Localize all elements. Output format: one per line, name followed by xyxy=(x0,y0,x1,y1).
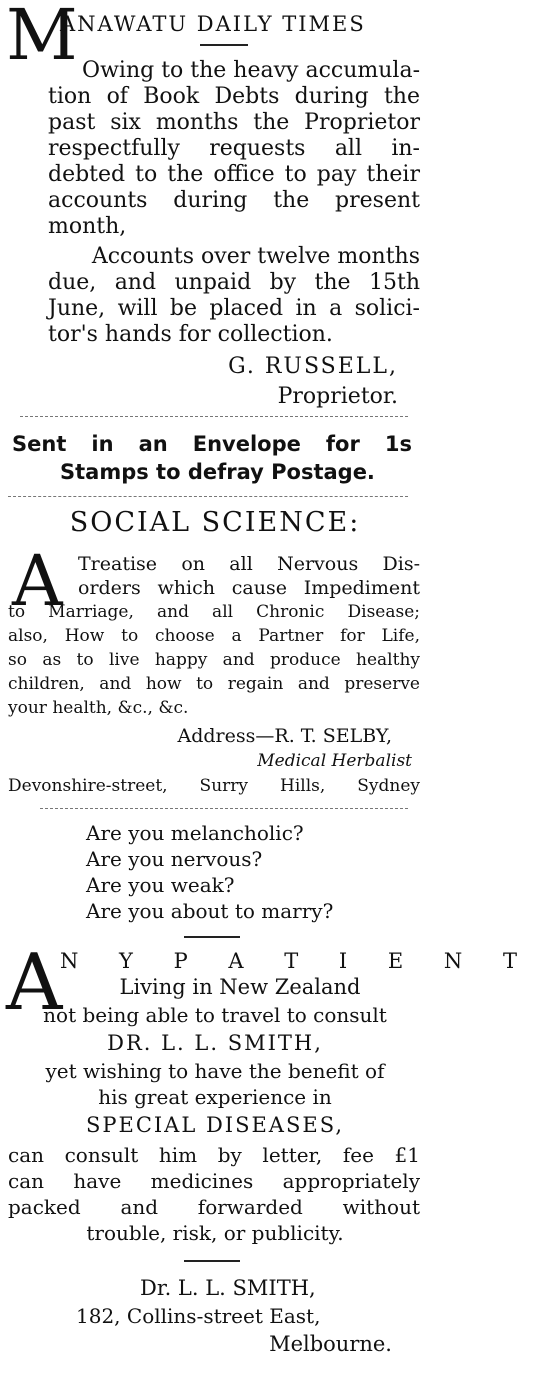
dropcap-m: M xyxy=(6,0,78,76)
ad1-line-6: accounts during the present xyxy=(48,188,420,213)
ad5-line-9: packed and forwarded without xyxy=(8,1195,420,1219)
ad1-line-1: Owing to the heavy accumula- xyxy=(82,58,420,83)
ad3-line-6: children, and how to regain and preserve xyxy=(8,674,420,694)
question-3: Are you weak? xyxy=(86,873,235,897)
ad1-line-7: month, xyxy=(48,214,127,239)
ad3-line-2: orders which cause Impediment xyxy=(78,577,420,599)
ad1-line-5: debted to the office to pay their xyxy=(48,162,420,187)
masthead-title: ANAWATU DAILY TIMES xyxy=(60,12,366,36)
signature-rule xyxy=(184,1260,240,1262)
ad1-proprietor: Proprietor. xyxy=(277,384,398,409)
dropcap-a: A xyxy=(12,540,63,622)
ad1-line-8: Accounts over twelve months xyxy=(91,244,420,269)
ad5-line-10: trouble, risk, or publicity. xyxy=(86,1221,344,1245)
ad3-line-3: to Marriage, and all Chronic Disease; xyxy=(8,602,420,622)
big-letter-a: A xyxy=(6,938,63,1028)
question-2: Are you nervous? xyxy=(86,847,263,871)
ad1-line-2: tion of Book Debts during the xyxy=(48,84,420,109)
ad3-line-1: Treatise on all Nervous Dis- xyxy=(78,553,420,575)
ad1-line-4: respectfully requests all in- xyxy=(48,136,420,161)
envelope-line-2: Stamps to defray Postage. xyxy=(60,460,375,484)
ad1-line-11: tor's hands for collection. xyxy=(48,322,333,347)
separator-1 xyxy=(20,416,408,417)
ad1-line-10: June, will be placed in a solici- xyxy=(48,296,420,321)
ad1-line-3: past six months the Proprietor xyxy=(48,110,420,135)
masthead-rule xyxy=(200,44,248,46)
ad3-street: Devonshire-street, Surry Hills, Sydney xyxy=(8,776,420,796)
ad3-occupation: Medical Herbalist xyxy=(257,751,412,771)
question-1: Are you melancholic? xyxy=(86,821,304,845)
ad1-signature: G. RUSSELL, xyxy=(228,354,398,379)
question-4: Are you about to marry? xyxy=(86,899,334,923)
ad5-line-4: yet wishing to have the benefit of xyxy=(45,1059,385,1083)
ad5-signature-city: Melbourne. xyxy=(269,1332,392,1356)
questions-rule xyxy=(184,936,240,938)
social-science-heading: SOCIAL SCIENCE: xyxy=(69,507,361,538)
ad5-line-5: his great experience in xyxy=(98,1085,332,1109)
ad5-line-8: can have medicines appropriately xyxy=(8,1169,420,1193)
ad5-special-diseases: SPECIAL DISEASES, xyxy=(85,1113,345,1137)
ad5-signature-name: Dr. L. L. SMITH, xyxy=(140,1276,316,1300)
separator-2 xyxy=(8,496,408,497)
ad3-line-7: your health, &c., &c. xyxy=(8,698,189,718)
envelope-line-1: Sent in an Envelope for 1s xyxy=(12,432,412,456)
ad3-line-4: also, How to choose a Partner for Life, xyxy=(8,626,420,646)
separator-3 xyxy=(40,808,408,809)
ad1-line-9: due, and unpaid by the 15th xyxy=(48,270,420,295)
ad5-doctor-name: DR. L. L. SMITH, xyxy=(107,1031,323,1055)
ad5-line-2: not being able to travel to consult xyxy=(43,1003,387,1027)
ad5-signature-street: 182, Collins-street East, xyxy=(76,1304,321,1328)
ad3-line-5: so as to live happy and produce healthy xyxy=(8,650,420,670)
ad5-line-1: Living in New Zealand xyxy=(119,975,361,999)
any-patient-heading: N Y P A T I E N T xyxy=(60,949,534,973)
ad3-address: Address—R. T. SELBY, xyxy=(177,725,392,747)
ad5-line-7: can consult him by letter, fee £1 xyxy=(8,1143,420,1167)
